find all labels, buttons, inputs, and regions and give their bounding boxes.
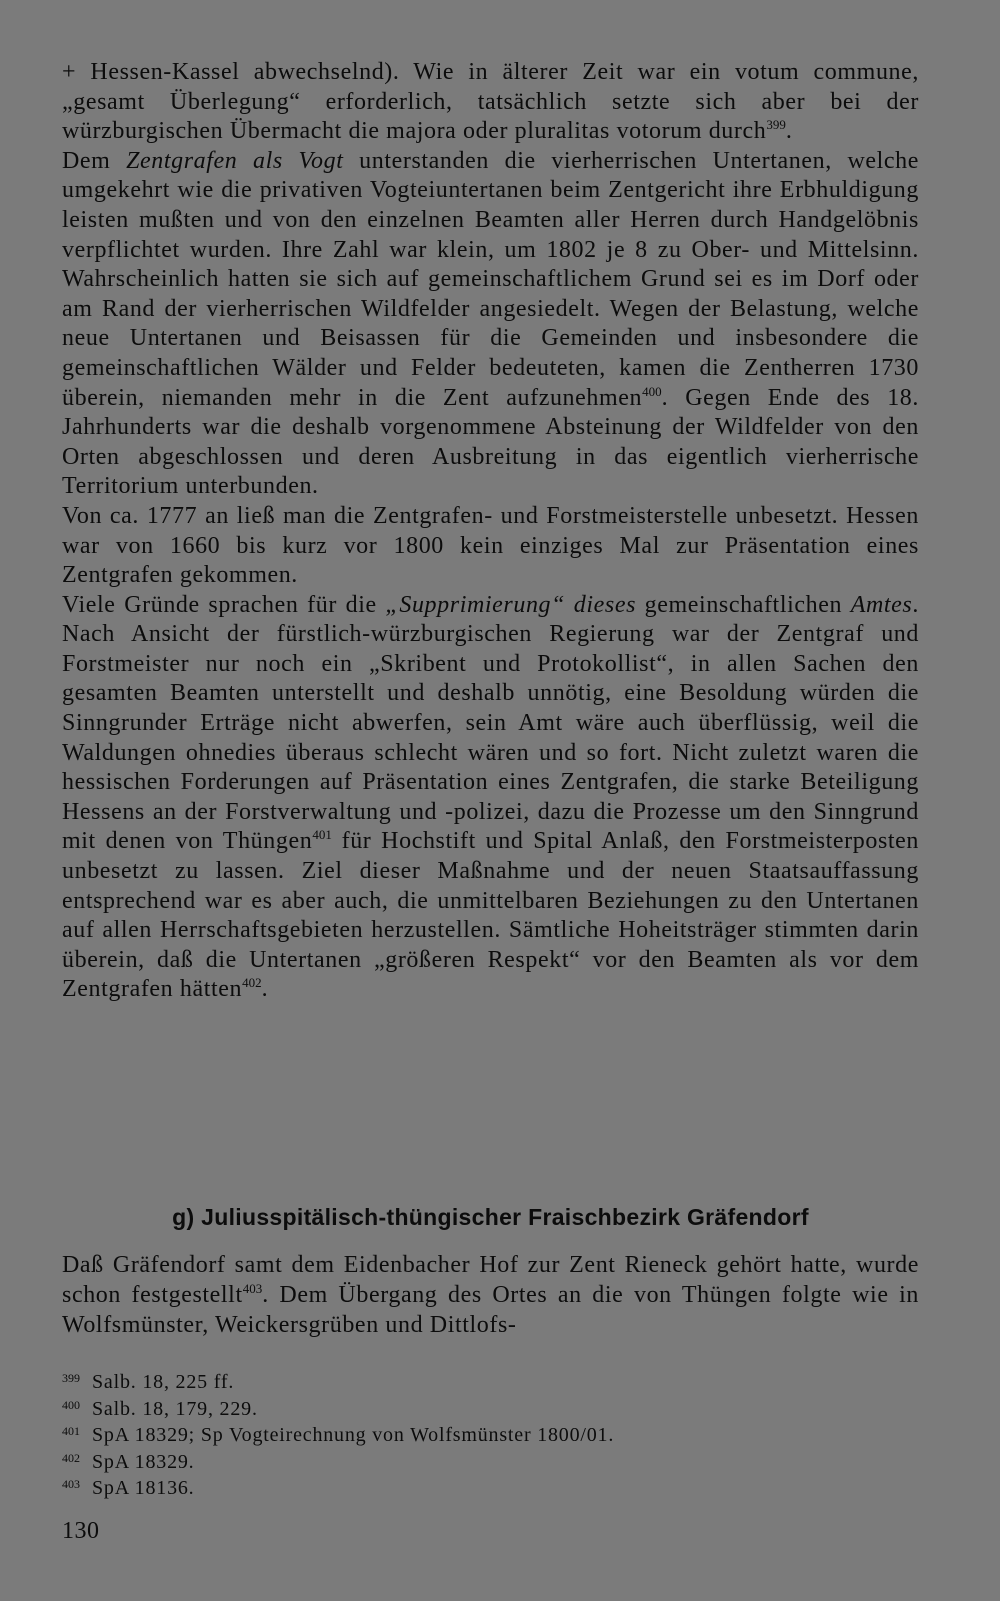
footnote-ref-402[interactable]: 402	[242, 975, 262, 991]
footnote-ref-403[interactable]: 403	[242, 1281, 263, 1296]
footnote-text: SpA 18329.	[92, 1450, 195, 1473]
footnote-number: 401	[62, 1424, 80, 1438]
footnote	[62, 1473, 919, 1500]
text-run: . Dem Übergang des Ortes an die von Thüngen folgte wie in Wolfsmünster, Weickersgrüben und Dittlofs-	[62, 1282, 919, 1338]
italic-term: Amtes	[850, 591, 913, 618]
footnote	[62, 1367, 919, 1394]
text-run: unterstanden die vierherrischen Untertanen, welche umgekehrt wie die privativen Vogteiuntertanen beim Zentgericht ihre Erbhuldigung leisten mußten und von den einzelnen Beamten aller Herren durch Handgelöbnis verpflichtet wurden. Ihre Zahl war klein, um 1802 je 8 zu Ober- und Mittelsinn. Wahrscheinlich hatten sie sich auf gemeinschaftlichem Grund sei es im Dorf oder am Rand der vierherrischen Wildfelder angesiedelt. Wegen der Belastung, welche neue Untertanen und Beisassen für die Gemeinden und insbesondere die gemeinschaftlichen Wälder und Felder bedeuteten, kamen die Zentherren 1730 überein, niemanden mehr in die Zent aufzunehmen	[62, 147, 919, 411]
italic-term: „Supprimierung“ dieses	[385, 591, 637, 618]
footnote-ref-401[interactable]: 401	[312, 827, 332, 843]
text-run: Daß Gräfendorf samt dem Eidenbacher Hof zur Zent Rieneck gehört hatte, wurde schon festgestellt	[62, 1252, 919, 1308]
footnote-ref-400[interactable]: 400	[642, 383, 662, 399]
text-run: für Hochstift und Spital Anlaß, den Forstmeisterposten unbesetzt zu lassen. Ziel dieser Maßnahme und der neuen Staatsauffassung entsprechend war es aber auch, die unmittelbaren Beziehungen zu den Untertanen auf allen Herrschaftsgebieten herzustellen. Sämtliche Hoheitsträger stimmten darin überein, daß die Untertanen „größeren Respekt“ vor den Beamten als vor dem Zentgrafen hätten	[62, 828, 920, 1003]
text-run: Viele Gründe sprachen für die	[62, 591, 386, 618]
italic-term: Zentgrafen als Vogt	[126, 147, 344, 174]
footnote-text: SpA 18329; Sp Vogteirechnung von Wolfsmünster 1800/01.	[92, 1424, 615, 1446]
paragraph-4	[62, 591, 919, 1005]
footnotes	[62, 1367, 919, 1500]
text-run: + Hessen-Kassel abwechselnd). Wie in älterer Zeit war ein votum commune, „gesamt Überlegung“ erforderlich, tatsächlich setzte sich aber bei der würzburgischen Übermacht die majora oder pluralitas votorum durch	[62, 59, 919, 145]
section-heading: g) Juliusspitälisch-thüngischer Fraischbezirk Gräfendorf	[172, 1204, 809, 1230]
text-run: . Nach Ansicht der fürstlich-würzburgischen Regierung war der Zentgraf und Forstmeister nur noch ein „Skribent und Protokollist“, in allen Sachen den gesamten Beamten unterstellt und deshalb unnötig, eine Besoldung würden die Sinngrunder Erträge nicht abwerfen, sein Amt wäre auch überflüssig, weil die Waldungen ohnedies überaus schlecht wären und so fort. Nicht zuletzt waren die hessischen Forderungen auf Präsentation eines Zentgrafen, die starke Beteiligung Hessens an der Forstverwaltung und -polizei, dazu die Prozesse um den Sinngrund mit denen von Thüngen	[62, 591, 919, 855]
paragraph-3: Von ca. 1777 an ließ man die Zentgrafen- und Forstmeisterstelle unbesetzt. Hessen war von 1660 bis kurz vor 1800 kein einziges Mal zur Präsentation eines Zentgrafen gekommen.	[62, 502, 919, 589]
text-run: Dem	[62, 147, 127, 174]
paragraph-1	[62, 58, 919, 147]
text-run: .	[261, 976, 269, 1003]
text-run: gemeinschaftlichen	[636, 591, 851, 618]
footnote-number: 402	[62, 1450, 80, 1465]
footnote-number: 403	[62, 1477, 80, 1491]
footnote-text: Salb. 18, 225 ff.	[92, 1371, 235, 1393]
footnote-text: Salb. 18, 179, 229.	[92, 1397, 258, 1420]
footnote-number: 399	[62, 1371, 80, 1385]
main-text	[62, 58, 919, 1005]
footnote	[62, 1420, 919, 1447]
paragraph-2	[62, 147, 919, 502]
footnote-number: 400	[62, 1397, 80, 1412]
footnote	[62, 1447, 919, 1474]
section-paragraph	[62, 1250, 919, 1340]
footnote-ref-399[interactable]: 399	[766, 117, 786, 133]
text-run: . Gegen Ende des 18. Jahrhunderts war die deshalb vorgenommene Absteinung der Wildfelder von den Orten abgeschlossen und deren Ausbreitung in das eigentlich vierherrische Territorium unterbunden.	[62, 384, 919, 500]
footnote	[62, 1394, 919, 1421]
footnote-text: SpA 18136.	[92, 1477, 195, 1499]
text-run: .	[785, 118, 793, 145]
page-number: 130	[62, 1518, 100, 1544]
